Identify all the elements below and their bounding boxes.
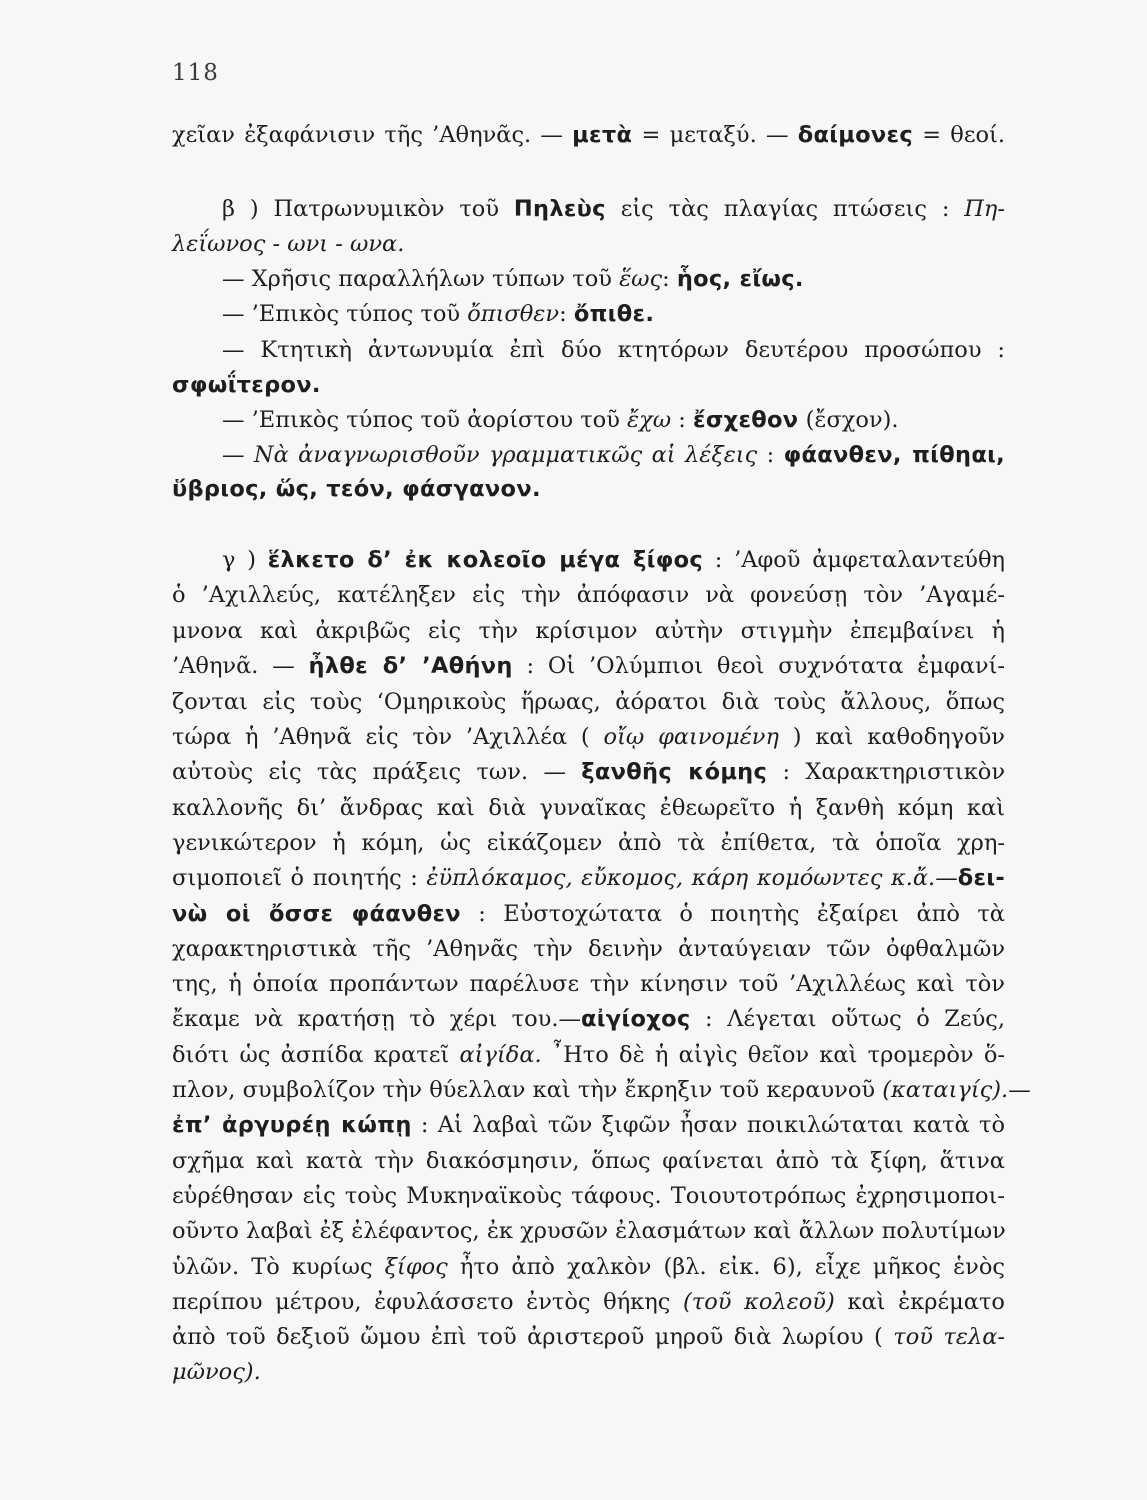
text-run: μνονα καὶ ἀκριβῶς εἰς τὴν κρίσιμον αὐτὴν στιγμὴν ἐπεμβαίνει ἡ (172, 618, 1005, 644)
italic-text: Νὰ ἀναγνωρισθοῦν γραμματικῶς αἱ λέξεις (253, 442, 758, 468)
text-run: ῏Ητο δὲ ἡ αἰγὶς θεῖον καὶ τρομερὸν ὅ- (541, 1042, 1006, 1068)
italic-text: αἰγίδα. (459, 1042, 542, 1068)
text-line (222, 438, 1005, 472)
bold-term: δει- (957, 865, 1006, 891)
text-run: — (222, 442, 254, 468)
text-run: περίπου μέτρου, ἐφυλάσσετο ἐντὸς θήκης (172, 1289, 683, 1315)
text-line (172, 861, 1005, 895)
bold-term: μετὰ (572, 122, 633, 148)
bold-term: σφωΐτερον. (172, 372, 321, 398)
bold-term: ξανθῆς κόμης (581, 759, 768, 785)
text-line (222, 403, 1005, 437)
text-line (172, 1355, 1005, 1389)
bold-term: Πηλεὺς (513, 196, 606, 222)
text-run: της, ἡ ὁποία προπάντων παρέλυσε τὴν κίνησιν τοῦ ’Αχιλλέως καὶ τὸν (172, 971, 1005, 997)
italic-text: (τοῦ κολεοῦ) (683, 1289, 835, 1315)
text-line (172, 1002, 1005, 1036)
italic-text: μῶνος). (172, 1359, 261, 1385)
bold-term: νὼ οἱ ὄσσε φάανθεν (172, 901, 461, 927)
text-run: : Αἱ λαβαὶ τῶν ξιφῶν ἦσαν ποικιλώταται κατὰ τὸ (411, 1112, 1005, 1138)
bold-term: ἧος, εἴως. (676, 266, 804, 292)
text-line (172, 649, 1005, 683)
text-run: : Λέγεται οὕτως ὁ Ζεύς, (690, 1006, 1005, 1032)
text-run: (ἔσχον). (798, 407, 899, 433)
text-line (222, 543, 1005, 577)
bold-term: δαίμονες (797, 122, 913, 148)
text-run: : (671, 407, 693, 433)
text-run: καλλονῆς δι’ ἄνδρας καὶ διὰ γυναῖκας ἐθεωρεῖτο ἡ ξανθὴ κόμη καὶ (172, 795, 1005, 821)
text-line (172, 368, 1005, 402)
text-run: σχῆμα καὶ κατὰ τὴν διακόσμησιν, ὅπως φαίνεται ἀπὸ τὰ ξίφη, ἅτινα (172, 1148, 1005, 1174)
italic-text: ξίφος (384, 1254, 448, 1280)
text-run: αὐτοὺς εἰς τὰς πράξεις των. — (172, 759, 582, 785)
text-run: ) καὶ καθοδηγοῦν (778, 724, 1005, 750)
text-run: : (559, 301, 574, 327)
text-run: β ) Πατρωνυμικὸν τοῦ (222, 196, 514, 222)
text-line (172, 791, 1005, 825)
bold-term: ὄπιθε. (573, 301, 655, 327)
text-line (222, 333, 1005, 367)
text-line (172, 932, 1005, 966)
text-run: : (757, 442, 784, 468)
italic-text: ἕως (619, 266, 663, 292)
text-run: — ’Επικὸς τύπος τοῦ (222, 301, 468, 327)
text-run: γενικώτερον ἡ κόμη, ὡς εἰκάζομεν ἀπὸ τὰ ἐπίθετα, τὰ ὁποῖα χρη- (172, 830, 1005, 856)
text-run: χεῖαν ἐξαφάνισιν τῆς ’Αθηνᾶς. — (172, 122, 573, 148)
text-line (172, 1285, 1005, 1319)
italic-text: λεΐωνος - ωνι - ωνα. (172, 231, 405, 257)
text-run: ζονται εἰς τοὺς ‘Ομηρικοὺς ἥρωας, ἀόρατοι διὰ τοὺς ἄλλους, ὅπως (172, 689, 1005, 715)
text-run: ’Αθηνᾶ. — (172, 653, 309, 679)
text-run: οῦντο λαβαὶ ἐξ ἐλέφαντος, ἐκ χρυσῶν ἐλασμάτων καὶ ἄλλων πολυτίμων (172, 1218, 1006, 1244)
text-run: : (662, 266, 677, 292)
bold-term: αἰγίοχος (580, 1006, 691, 1032)
italic-text: ὄπισθεν (467, 301, 560, 327)
text-run: — ’Επικὸς τύπος τοῦ ἀορίστου τοῦ (222, 407, 628, 433)
text-line (172, 1320, 1005, 1354)
text-line (222, 192, 1005, 226)
text-line (172, 1214, 1005, 1248)
text-run: — Κτητικὴ ἀντωνυμία ἐπὶ δύο κτητόρων δευτέρου προσώπου : (222, 337, 1005, 363)
text-line (172, 472, 1005, 506)
text-line (172, 1073, 1031, 1107)
italic-text: (καταιγίς). (882, 1077, 1009, 1103)
bold-term: ἦλθε δ’ ’Αθήνη (308, 653, 513, 679)
text-line (172, 118, 1005, 152)
text-line (172, 1144, 1005, 1178)
text-line (172, 1108, 1005, 1142)
bold-term: φάανθεν, πίθηαι, (783, 442, 1005, 468)
bold-term: ἕλκετο δ’ ἐκ κολεοῖο μέγα ξίφος (267, 547, 703, 573)
text-run: καὶ ἐκρέματο (834, 1289, 1005, 1315)
text-line (172, 755, 1005, 789)
text-line (172, 1179, 1005, 1213)
italic-text: ἐϋπλόκαμος, εὔκομος, κάρη κομόωντες κ.ἄ. (426, 865, 936, 891)
text-run: πλον, συμβολίζον τὴν θύελλαν καὶ τὴν ἔκρηξιν τοῦ κεραυνοῦ (172, 1077, 883, 1103)
text-line (172, 720, 1005, 754)
text-run: : ’Αφοῦ ἀμφεταλαντεύθη (703, 547, 1006, 573)
text-run: εὑρέθησαν εἰς τοὺς Μυκηναϊκοὺς τάφους. Τοιουτοτρόπως ἐχρησιμοποι- (172, 1183, 1005, 1209)
text-line (172, 1250, 1005, 1284)
text-line (222, 262, 1005, 296)
italic-text: ἔχω (627, 407, 672, 433)
text-run: χαρακτηριστικὰ τῆς ’Αθηνᾶς τὴν δεινὴν ἀνταύγειαν τῶν ὀφθαλμῶν (172, 936, 1005, 962)
text-run: εἰς τὰς πλαγίας πτώσεις : (605, 196, 965, 222)
text-line (172, 897, 1005, 931)
bold-term: ἔσχεθον (693, 407, 799, 433)
text-run: — Χρῆσις παραλλήλων τύπων τοῦ (222, 266, 620, 292)
text-run: ἀπὸ τοῦ δεξιοῦ ὤμου ἐπὶ τοῦ ἀριστεροῦ μηροῦ διὰ λωρίου ( (172, 1324, 894, 1350)
text-run: — (1008, 1077, 1031, 1103)
text-run: = μεταξύ. — (632, 122, 798, 148)
text-run: : Χαρακτηριστικὸν (767, 759, 1005, 785)
text-line (172, 578, 1005, 612)
bold-term: ἐπ’ ἀργυρέῃ κώπῃ (172, 1112, 412, 1138)
text-line (172, 967, 1005, 1001)
text-run: ὑλῶν. Τὸ κυρίως (172, 1254, 385, 1280)
text-run: ἔκαμε νὰ κρατήσῃ τὸ χέρι του.— (172, 1006, 581, 1032)
text-line (172, 1038, 1005, 1072)
text-run: : Οἱ ’Ολύμπιοι θεοὶ συχνότατα ἐμφανί- (512, 653, 1005, 679)
text-run: γ ) (222, 547, 268, 573)
text-run: — (935, 865, 958, 891)
bold-term: ὕβριος, ὥς, τεόν, φάσγανον. (172, 476, 541, 502)
text-line (172, 826, 1005, 860)
text-run: ἦτο ἀπὸ χαλκὸν (βλ. εἰκ. 6), εἶχε μῆκος ἑνὸς (447, 1254, 1005, 1280)
text-run: : Εὐστοχώτατα ὁ ποιητὴς ἐξαίρει ἀπὸ τὰ (460, 901, 1006, 927)
italic-text: τοῦ τελα- (893, 1324, 1005, 1350)
text-run: τώρα ἡ ’Αθηνᾶ εἰς τὸν ’Αχιλλέα ( (172, 724, 604, 750)
text-run: διότι ὡς ἀσπίδα κρατεῖ (172, 1042, 460, 1068)
text-run: ὁ ’Αχιλλεύς, κατέληξεν εἰς τὴν ἀπόφασιν νὰ φονεύσῃ τὸν ’Αγαμέ- (172, 582, 1005, 608)
text-line (172, 685, 1005, 719)
italic-text: Πη- (964, 196, 1005, 222)
italic-text: οἴῳ φαινομένη (603, 724, 779, 750)
page-number: 118 (172, 60, 219, 86)
text-run: σιμοποιεῖ ὁ ποιητής : (172, 865, 427, 891)
text-run: = θεοί. (912, 122, 1006, 148)
text-line (222, 297, 1005, 331)
text-line (172, 227, 1005, 261)
text-line (172, 614, 1005, 648)
